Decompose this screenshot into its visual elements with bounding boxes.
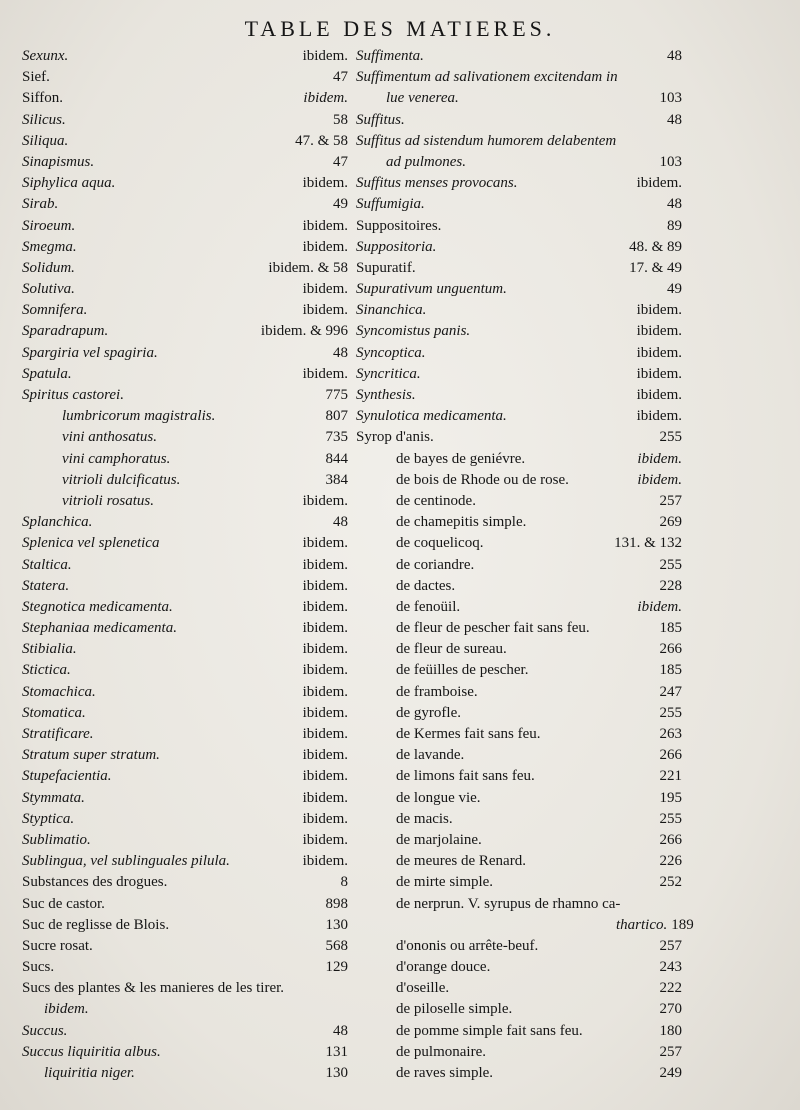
index-entry-term: lue venerea. (386, 90, 459, 107)
index-entry-term: Somnifera. (22, 302, 88, 319)
index-entry-term: de Kermes fait sans feu. (396, 726, 541, 742)
index-entry (356, 703, 682, 724)
index-entry-term: de coriandre. (396, 556, 475, 573)
index-entry-page-ref: 48 (667, 196, 682, 213)
index-entry (356, 1021, 682, 1042)
index-entry (22, 364, 348, 385)
index-entry-term: d'oseille. (396, 980, 450, 997)
index-entry (356, 321, 682, 342)
index-entry (22, 851, 348, 872)
index-entry (356, 88, 682, 109)
index-entry-term: d'orange douce. (396, 959, 491, 976)
index-entry-term: de bois de Rhode ou de rose. (396, 471, 569, 488)
index-entry-page-ref: 252 (659, 874, 682, 891)
index-entry-page-ref: ibidem. (636, 175, 682, 192)
index-entry (22, 385, 348, 406)
index-entry-term: Sirab. (22, 196, 59, 213)
index-entry-page-ref: 257 (659, 492, 682, 509)
index-entry (356, 830, 682, 851)
index-entry (356, 597, 682, 618)
index-entry-term: vitrioli dulcificatus. (62, 471, 181, 488)
index-entry (22, 936, 348, 957)
index-entry-term: de marjolaine. (396, 831, 482, 848)
index-entry-page-ref: 129 (325, 959, 348, 976)
index-entry-page-ref: 247 (659, 683, 682, 700)
index-entry-page-ref: ibidem. (302, 577, 348, 594)
index-entry-term: Sief. (22, 69, 50, 86)
index-entry-term: de dactes. (396, 577, 456, 594)
index-entry-page-ref: 48 (667, 111, 682, 128)
index-entry (22, 152, 348, 173)
index-entry-term: lumbricorum magistralis. (62, 408, 216, 425)
index-entry (356, 872, 682, 893)
index-entry-page-ref: 103 (659, 90, 682, 107)
index-entry (356, 957, 682, 978)
index-entry-term: Suppositoires. (356, 217, 442, 234)
index-entry-page-ref: ibidem. (302, 175, 348, 192)
index-entry-page-ref: 221 (659, 768, 682, 785)
index-entry-page-ref: 130 (325, 1065, 348, 1081)
index-entry (356, 618, 682, 639)
index-entry (356, 279, 682, 300)
index-entry (22, 978, 348, 999)
index-entry (356, 46, 682, 67)
index-entry (356, 999, 682, 1020)
index-entry (22, 703, 348, 724)
index-entry (356, 427, 682, 448)
index-entry (22, 321, 348, 342)
index-entry (22, 46, 348, 67)
index-entry-page-ref: 844 (325, 450, 348, 467)
index-entry-term: Sinapismus. (22, 153, 95, 170)
index-entry-term: Suppositoria. (356, 238, 437, 255)
index-entry (22, 618, 348, 639)
index-entry-term: de limons fait sans feu. (396, 768, 535, 785)
index-entry (356, 1063, 682, 1084)
index-entry-term: Stratum super stratum. (22, 747, 160, 764)
index-entry-page-ref: ibidem. (302, 281, 348, 298)
index-entry (356, 343, 682, 364)
index-entry-term: Silicus. (22, 111, 66, 128)
index-entry-term: Syrop d'anis. (356, 429, 434, 446)
index-entry-term: Siphylica aqua. (22, 175, 116, 192)
index-entry-term: Suffumigia. (356, 196, 425, 213)
index-entry (22, 88, 348, 109)
index-entry-term: Smegma. (22, 238, 77, 255)
index-entry-term: Splenica vel splenetica (22, 535, 160, 552)
index-entry-term: vini anthosatus. (62, 429, 158, 446)
index-entry-page-ref: 257 (659, 1043, 682, 1060)
index-entry-page-ref: ibidem. (302, 747, 348, 764)
index-entry (22, 915, 348, 936)
index-entry-term: Suc de reglisse de Blois. (22, 916, 170, 933)
index-entry-page-ref: 228 (659, 577, 682, 594)
index-entry-term: de fleur de pescher fait sans feu. (396, 620, 590, 637)
index-entry-term: Siroeum. (22, 217, 76, 234)
index-entry-term: Siliqua. (22, 132, 69, 149)
index-entry-page-ref: 249 (659, 1065, 682, 1081)
index-entry-page-ref: 222 (659, 980, 682, 997)
index-entry-page-ref: 255 (659, 810, 682, 827)
index-entry (22, 512, 348, 533)
index-entry-term: Stomachica. (22, 683, 96, 700)
index-entry (356, 851, 682, 872)
index-entry-page-ref: ibidem. (303, 90, 348, 107)
index-entry-page-ref: 49 (667, 281, 682, 298)
index-entry-page-ref: 269 (659, 514, 682, 531)
index-entry (356, 67, 682, 88)
index-entry-page-ref: 255 (659, 429, 682, 446)
index-entry (356, 216, 682, 237)
index-entry (356, 449, 682, 470)
index-entry-term: Sparadrapum. (22, 323, 109, 340)
index-entry-term: de nerprun. V. syrupus de rhamno ca- (396, 895, 621, 912)
index-column-left (22, 46, 348, 1084)
index-entry-term: Suc de castor. (22, 895, 105, 912)
index-entry-page-ref: 775 (325, 387, 348, 403)
index-entry-term: Solutiva. (22, 281, 75, 298)
index-entry (22, 343, 348, 364)
index-entry-page-ref: 130 (325, 916, 348, 933)
index-entry (22, 809, 348, 830)
index-entry-term: Splanchica. (22, 514, 93, 531)
index-entry-page-ref: ibidem. (302, 831, 348, 848)
index-entry-page-ref: ibidem. (302, 620, 348, 637)
index-entry (22, 67, 348, 88)
index-entry (22, 682, 348, 703)
index-entry-page-ref: ibidem. (636, 344, 682, 361)
index-entry (356, 406, 682, 427)
index-entry-page-ref: 266 (659, 747, 682, 764)
index-entry-page-ref: 255 (659, 704, 682, 721)
index-entry (356, 555, 682, 576)
index-entry (356, 194, 682, 215)
index-entry-term: d'ononis ou arrête-beuf. (396, 937, 539, 954)
index-entry (22, 1063, 348, 1084)
index-entry-page-ref: 898 (325, 895, 348, 912)
index-entry-page-ref: ibidem. (302, 365, 348, 382)
index-entry (356, 745, 682, 766)
index-entry-term: vini camphoratus. (62, 450, 171, 467)
index-entry-page-ref: 47 (333, 69, 348, 86)
index-entry-page-ref: ibidem. & 996 (260, 323, 348, 340)
index-entry-page-ref: ibidem. (302, 641, 348, 658)
index-entry (22, 237, 348, 258)
index-entry-page-ref: ibidem. (302, 853, 348, 870)
index-entry-term: thartico. (616, 916, 668, 933)
index-entry-term: de fenoüil. (396, 598, 461, 615)
index-entry-term: de macis. (396, 810, 453, 827)
index-entry (22, 194, 348, 215)
index-entry-page-ref: 263 (659, 726, 682, 742)
index-entry-page-ref: ibidem. (302, 789, 348, 806)
index-entry (356, 978, 682, 999)
index-entry-page-ref: 735 (325, 429, 348, 446)
index-entry-term: Stratificare. (22, 726, 94, 742)
index-entry-term: Synulotica medicamenta. (356, 408, 507, 425)
index-entry-page-ref: 103 (659, 153, 682, 170)
index-entry (22, 406, 348, 427)
index-entry-term: Supurativum unguentum. (356, 281, 507, 298)
index-entry-term: de feüilles de pescher. (396, 662, 529, 679)
index-entry (356, 936, 682, 957)
index-entry (22, 660, 348, 681)
index-entry (22, 1021, 348, 1042)
index-entry (22, 449, 348, 470)
index-entry-term: liquiritia niger. (44, 1065, 135, 1081)
index-entry-term: Stictica. (22, 662, 71, 679)
index-entry-page-ref: 48 (333, 1022, 348, 1039)
index-entry-term: de pulmonaire. (396, 1043, 486, 1060)
index-entry (22, 766, 348, 787)
index-entry-term: Syncoptica. (356, 344, 426, 361)
index-entry (356, 724, 682, 745)
index-entry (356, 915, 694, 936)
index-entry (22, 745, 348, 766)
index-entry (22, 830, 348, 851)
index-entry-term: de chamepitis simple. (396, 514, 527, 531)
index-entry-page-ref: 185 (659, 620, 682, 637)
index-entry-term: de fleur de sureau. (396, 641, 507, 658)
index-entry (356, 258, 682, 279)
index-entry (22, 279, 348, 300)
index-entry-page-ref: ibidem. (302, 726, 348, 742)
index-entry-term: Syncritica. (356, 365, 421, 382)
index-entry-term: Spiritus castorei. (22, 387, 124, 403)
index-entry (356, 682, 682, 703)
index-entry (356, 237, 682, 258)
index-entry-term: Suffitus menses provocans. (356, 175, 518, 192)
index-entry-term: Succus. (22, 1022, 68, 1039)
index-entry-term: de piloselle simple. (396, 1001, 513, 1018)
index-entry-page-ref: 568 (325, 937, 348, 954)
index-entry-page-ref: 266 (659, 831, 682, 848)
index-entry-term: Sucs. (22, 959, 55, 976)
index-entry (22, 533, 348, 554)
index-entry (356, 512, 682, 533)
index-entry-term: Suffimentum ad salivationem excitendam in (356, 69, 618, 86)
index-entry-page-ref: 49 (333, 196, 348, 213)
index-entry-term: de longue vie. (396, 789, 481, 806)
index-entry (22, 491, 348, 512)
index-entry-page-ref: ibidem. (636, 387, 682, 403)
index-entry-page-ref: ibidem. (302, 535, 348, 552)
index-entry (22, 999, 348, 1020)
index-entry (356, 491, 682, 512)
index-entry (22, 427, 348, 448)
index-entry-term: de framboise. (396, 683, 478, 700)
index-entry (356, 364, 682, 385)
index-entry-term: Suffitus. (356, 111, 405, 128)
index-entry (22, 1042, 348, 1063)
index-entry (356, 894, 682, 915)
index-entry-term: Substances des drogues. (22, 874, 168, 891)
index-entry-term: Stephaniaa medicamenta. (22, 620, 177, 637)
index-entry-page-ref: ibidem. (302, 556, 348, 573)
index-entry-term: Stymmata. (22, 789, 85, 806)
index-entry-term: de pomme simple fait sans feu. (396, 1022, 583, 1039)
index-entry-term: Sublimatio. (22, 831, 91, 848)
index-entry-term: de centinode. (396, 492, 476, 509)
index-entry (356, 533, 682, 554)
index-entry (356, 660, 682, 681)
index-entry (356, 766, 682, 787)
index-entry (22, 470, 348, 491)
index-entry-term: Succus liquiritia albus. (22, 1043, 161, 1060)
index-entry (356, 131, 682, 152)
index-entry-page-ref: 8 (340, 874, 348, 891)
index-entry-page-ref: 48 (667, 48, 682, 64)
index-entry-page-ref: ibidem. (636, 323, 682, 340)
index-entry-term: Sublingua, vel sublinguales pilula. (22, 853, 230, 870)
index-entry (356, 173, 682, 194)
index-column-right (356, 46, 694, 1084)
index-entry-page-ref: 131. & 132 (614, 535, 682, 552)
index-entry-page-ref: 131 (325, 1043, 348, 1060)
index-entry-page-ref: ibidem. (302, 704, 348, 721)
index-entry (22, 724, 348, 745)
index-entry-term: Staltica. (22, 556, 72, 573)
index-entry-term: de lavande. (396, 747, 465, 764)
index-entry-page-ref: 189 (671, 916, 694, 933)
index-entry-term: Styptica. (22, 810, 75, 827)
index-entry-term: Sinanchica. (356, 302, 427, 319)
index-entry (356, 1042, 682, 1063)
index-entry-term: Statera. (22, 577, 70, 594)
index-entry (356, 788, 682, 809)
index-entry-term: Suffimenta. (356, 48, 424, 64)
index-entry (22, 957, 348, 978)
index-entry-page-ref: 185 (659, 662, 682, 679)
index-entry (22, 131, 348, 152)
index-entry-page-ref: ibidem. (302, 217, 348, 234)
index-entry-page-ref: ibidem. (302, 238, 348, 255)
index-entry-term: ibidem. (44, 1001, 89, 1018)
index-entry-page-ref: ibidem. (302, 683, 348, 700)
index-entry-term: Stibialia. (22, 641, 77, 658)
index-entry-page-ref: 255 (659, 556, 682, 573)
index-entry (22, 788, 348, 809)
index-entry-term: Siffon. (22, 90, 63, 107)
index-entry-term: Sucs des plantes & les manieres de les tirer. (22, 980, 285, 997)
index-entry-page-ref: 47 (333, 153, 348, 170)
index-entry-term: Sucre rosat. (22, 937, 93, 954)
index-entry-page-ref: 89 (667, 217, 682, 234)
index-entry-term: de coquelicoq. (396, 535, 484, 552)
index-entry-term: Syncomistus panis. (356, 323, 471, 340)
index-entry (356, 576, 682, 597)
index-entry-term: Solidum. (22, 259, 75, 276)
index-entry-term: Synthesis. (356, 387, 416, 403)
index-entry-page-ref: 47. & 58 (295, 132, 348, 149)
index-entry-term: Spargiria vel spagiria. (22, 344, 158, 361)
index-entry-term: Supuratif. (356, 259, 416, 276)
index-entry (22, 173, 348, 194)
index-entry-page-ref: 270 (659, 1001, 682, 1018)
index-entry-term: de gyrofle. (396, 704, 461, 721)
index-entry (356, 385, 682, 406)
index-entry-page-ref: ibidem. (302, 810, 348, 827)
index-entry (22, 555, 348, 576)
index-entry-page-ref: ibidem. (302, 48, 348, 64)
index-entry-term: Stomatica. (22, 704, 86, 721)
index-entry-page-ref: ibidem. (302, 302, 348, 319)
index-entry-term: de raves simple. (396, 1065, 494, 1081)
index-entry (22, 258, 348, 279)
index-entry-term: vitrioli rosatus. (62, 492, 154, 509)
index-entry-term: Sexunx. (22, 48, 69, 64)
index-entry (22, 110, 348, 131)
index-entry-page-ref: 58 (333, 111, 348, 128)
index-entry-page-ref: ibidem. (302, 492, 348, 509)
index-entry-page-ref: ibidem. (637, 471, 682, 488)
index-entry-term: Stegnotica medicamenta. (22, 598, 173, 615)
index-entry (356, 152, 682, 173)
index-entry-page-ref: 243 (659, 959, 682, 976)
index-entry (22, 576, 348, 597)
index-entry-page-ref: 48. & 89 (629, 238, 682, 255)
index-entry-term: de meures de Renard. (396, 853, 526, 870)
index-entry (356, 470, 682, 491)
index-entry (22, 872, 348, 893)
index-entry (22, 894, 348, 915)
index-entry (22, 216, 348, 237)
index-entry-page-ref: ibidem. (302, 662, 348, 679)
index-entry-page-ref: 807 (325, 408, 348, 425)
index-entry-term: de bayes de geniévre. (396, 450, 526, 467)
index-entry-term: ad pulmones. (386, 153, 466, 170)
index-entry-term: Spatula. (22, 365, 72, 382)
index-entry-page-ref: ibidem. (302, 598, 348, 615)
page-header-title: TABLE DES MATIERES. (244, 16, 556, 41)
index-entry-page-ref: 48 (333, 344, 348, 361)
index-entry-page-ref: 257 (659, 937, 682, 954)
index-entry-page-ref: ibidem. (636, 408, 682, 425)
index-entry-page-ref: ibidem. (302, 768, 348, 785)
index-entry-page-ref: ibidem. & 58 (268, 259, 348, 276)
index-entry (356, 300, 682, 321)
index-entry (22, 300, 348, 321)
index-entry (22, 639, 348, 660)
index-entry-term: Suffitus ad sistendum humorem delabentem (356, 132, 617, 149)
index-entry-page-ref: ibidem. (637, 598, 682, 615)
index-entry-page-ref: ibidem. (636, 365, 682, 382)
index-entry-term: de mirte simple. (396, 874, 494, 891)
index-entry (356, 809, 682, 830)
index-entry-page-ref: 48 (333, 514, 348, 531)
index-entry-page-ref: ibidem. (636, 302, 682, 319)
index-entry-page-ref: 266 (659, 641, 682, 658)
index-entry (22, 597, 348, 618)
index-entry-page-ref: 195 (659, 789, 682, 806)
index-entry-page-ref: ibidem. (637, 450, 682, 467)
index-entry-page-ref: 384 (325, 471, 348, 488)
index-entry-term: Stupefacientia. (22, 768, 112, 785)
index-entry-page-ref: 180 (659, 1022, 682, 1039)
index-entry-page-ref: 226 (659, 853, 682, 870)
index-entry (356, 110, 682, 131)
index-entry (356, 639, 682, 660)
index-entry-page-ref: 17. & 49 (629, 259, 682, 276)
